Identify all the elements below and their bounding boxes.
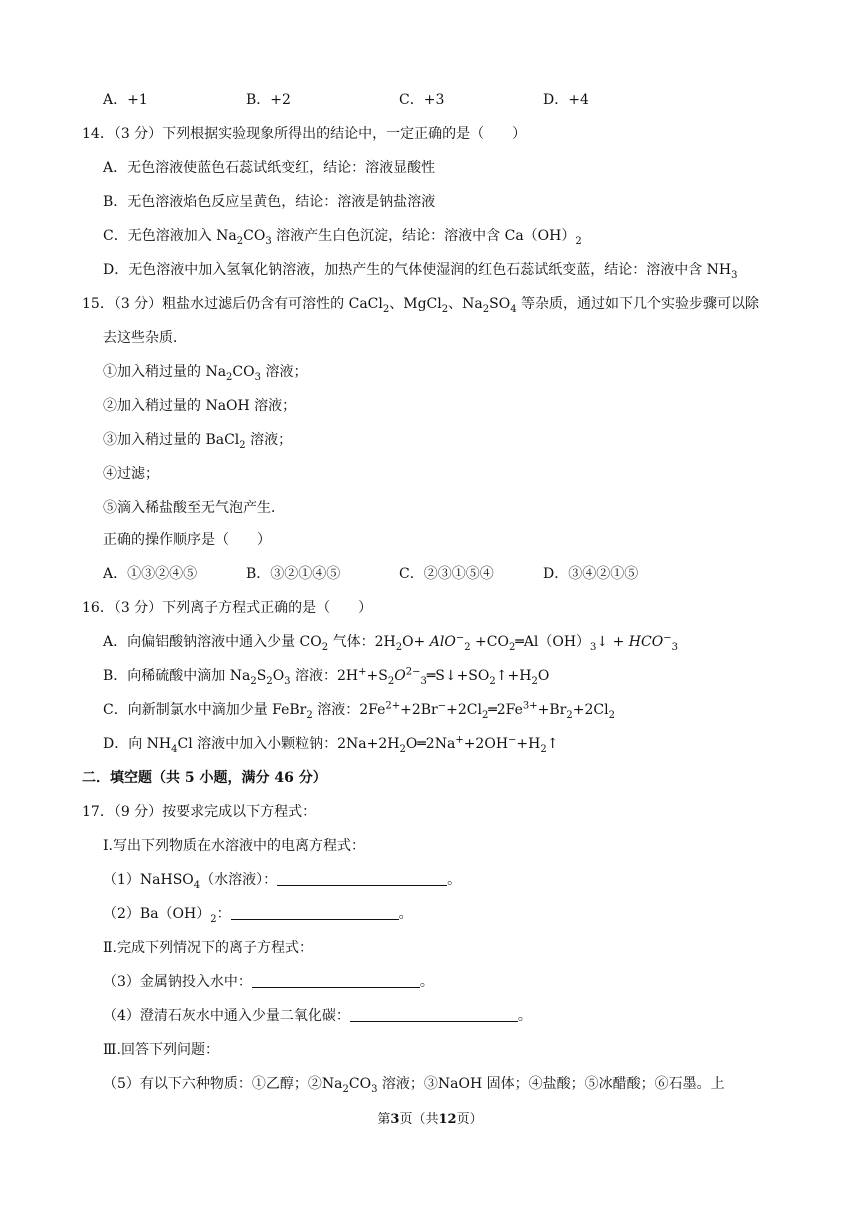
- q16-option-a: A．向偏铝酸钠溶液中通入少量 $CO_2$ 气体：$2H_2O+ AlO^-_2$ $+CO_2═Al(OH)_3↓ + HCO^-_3$: [103, 632, 678, 653]
- q16-option-c: C．向新制氯水中滴加少量 FeBr$_2$ 溶液：$2Fe^{2+}+2Br^-+2Cl_2═2Fe^{3+}+Br_2+2Cl_2$: [103, 700, 615, 721]
- q13-option-c: C．+3: [399, 92, 445, 108]
- answer-blank-4[interactable]: [350, 1007, 518, 1022]
- q14-option-a: A．无色溶液使蓝色石蕊试纸变红，结论：溶液显酸性: [103, 160, 436, 176]
- q15-option-c: C．②③①⑤④: [399, 566, 494, 582]
- answer-blank-2[interactable]: [231, 905, 399, 920]
- q13-option-a: A．+1: [103, 92, 148, 108]
- q16-option-b: B．向稀硫酸中滴加 $Na_2S_2O_3$ 溶液：$2H^++S_2O^{2-}_3═S↓+SO_2↑+H_2O$: [103, 666, 550, 687]
- q14-option-b: B．无色溶液焰色反应呈黄色，结论：溶液是钠盐溶液: [103, 194, 436, 210]
- q15-step-3: ③加入稍过量的 BaCl$_2$ 溶液；: [103, 432, 293, 451]
- q14-option-d: D．无色溶液中加入氢氧化钠溶液，加热产生的气体使湿润的红色石蕊试纸变蓝，结论：溶液中含 $NH_3$: [103, 262, 738, 281]
- q15-step-4: ④过滤；: [103, 466, 159, 482]
- total-page-count: 12: [438, 1112, 457, 1127]
- answer-blank-1[interactable]: [277, 871, 447, 886]
- q15-step-2: ②加入稍过量的 NaOH 溶液；: [103, 398, 297, 414]
- q15-stem-line1: 15．（3 分）粗盐水过滤后仍含有可溶性的 CaCl$_2$、MgCl$_2$、$Na_2SO_4$ 等杂质，通过如下几个实验步骤可以除: [82, 296, 760, 315]
- section-2-heading: 二．填空题（共 5 小题，满分 46 分）: [82, 770, 327, 786]
- q15-option-b: B．③②①④⑤: [246, 566, 341, 582]
- q15-ask: 正确的操作顺序是（ ）: [103, 532, 271, 548]
- q16-option-d: D．向 $NH_4Cl$ 溶液中加入小颗粒钠：$2Na+2H_2O═2Na^++2OH^-+H_2↑$: [103, 734, 559, 755]
- q14-stem: 14．（3 分）下列根据实验现象所得出的结论中，一定正确的是（ ）: [82, 126, 527, 142]
- q13-option-d: D．+4: [543, 92, 589, 108]
- q15-step-1: ①加入稍过量的 $Na_2CO_3$ 溶液；: [103, 364, 308, 383]
- q17-item-4: （4）澄清石灰水中通入少量二氧化碳： 。: [103, 1008, 532, 1024]
- q17-part-3: Ⅲ.回答下列问题：: [103, 1042, 219, 1058]
- answer-blank-3[interactable]: [252, 973, 420, 988]
- q17-stem: 17．（9 分）按要求完成以下方程式：: [82, 804, 317, 820]
- q15-stem-line2: 去这些杂质．: [103, 330, 187, 346]
- q14-option-c: C．无色溶液加入 $Na_2CO_3$ 溶液产生白色沉淀，结论：溶液中含 $Ca(OH)_2$: [103, 228, 582, 247]
- q15-step-5: ⑤滴入稀盐酸至无气泡产生．: [103, 500, 285, 516]
- current-page-number: 3: [390, 1112, 400, 1127]
- q17-part-1: Ⅰ.写出下列物质在水溶液中的电离方程式：: [103, 838, 365, 854]
- q17-item-3: （3）金属钠投入水中： 。: [103, 974, 434, 990]
- q15-option-d: D．③④②①⑤: [543, 566, 639, 582]
- q17-item-1: （1）NaHSO$_4$（水溶液）： 。: [103, 872, 462, 891]
- q17-item-5: （5）有以下六种物质：①乙醇；$②Na_2CO_3$ 溶液；③NaOH 固体；④盐酸；⑤冰醋酸；⑥石墨。上: [103, 1076, 725, 1095]
- page-footer: 第3页（共12页）: [377, 1112, 483, 1127]
- q13-option-b: B．+2: [246, 92, 291, 108]
- q17-item-2: $(2)Ba(OH)_2$： 。: [103, 906, 413, 925]
- q17-part-2: Ⅱ.完成下列情况下的离子方程式：: [103, 940, 313, 956]
- q16-stem: 16．（3 分）下列离子方程式正确的是（ ）: [82, 600, 373, 616]
- q15-option-a: A．①③②④⑤: [103, 566, 198, 582]
